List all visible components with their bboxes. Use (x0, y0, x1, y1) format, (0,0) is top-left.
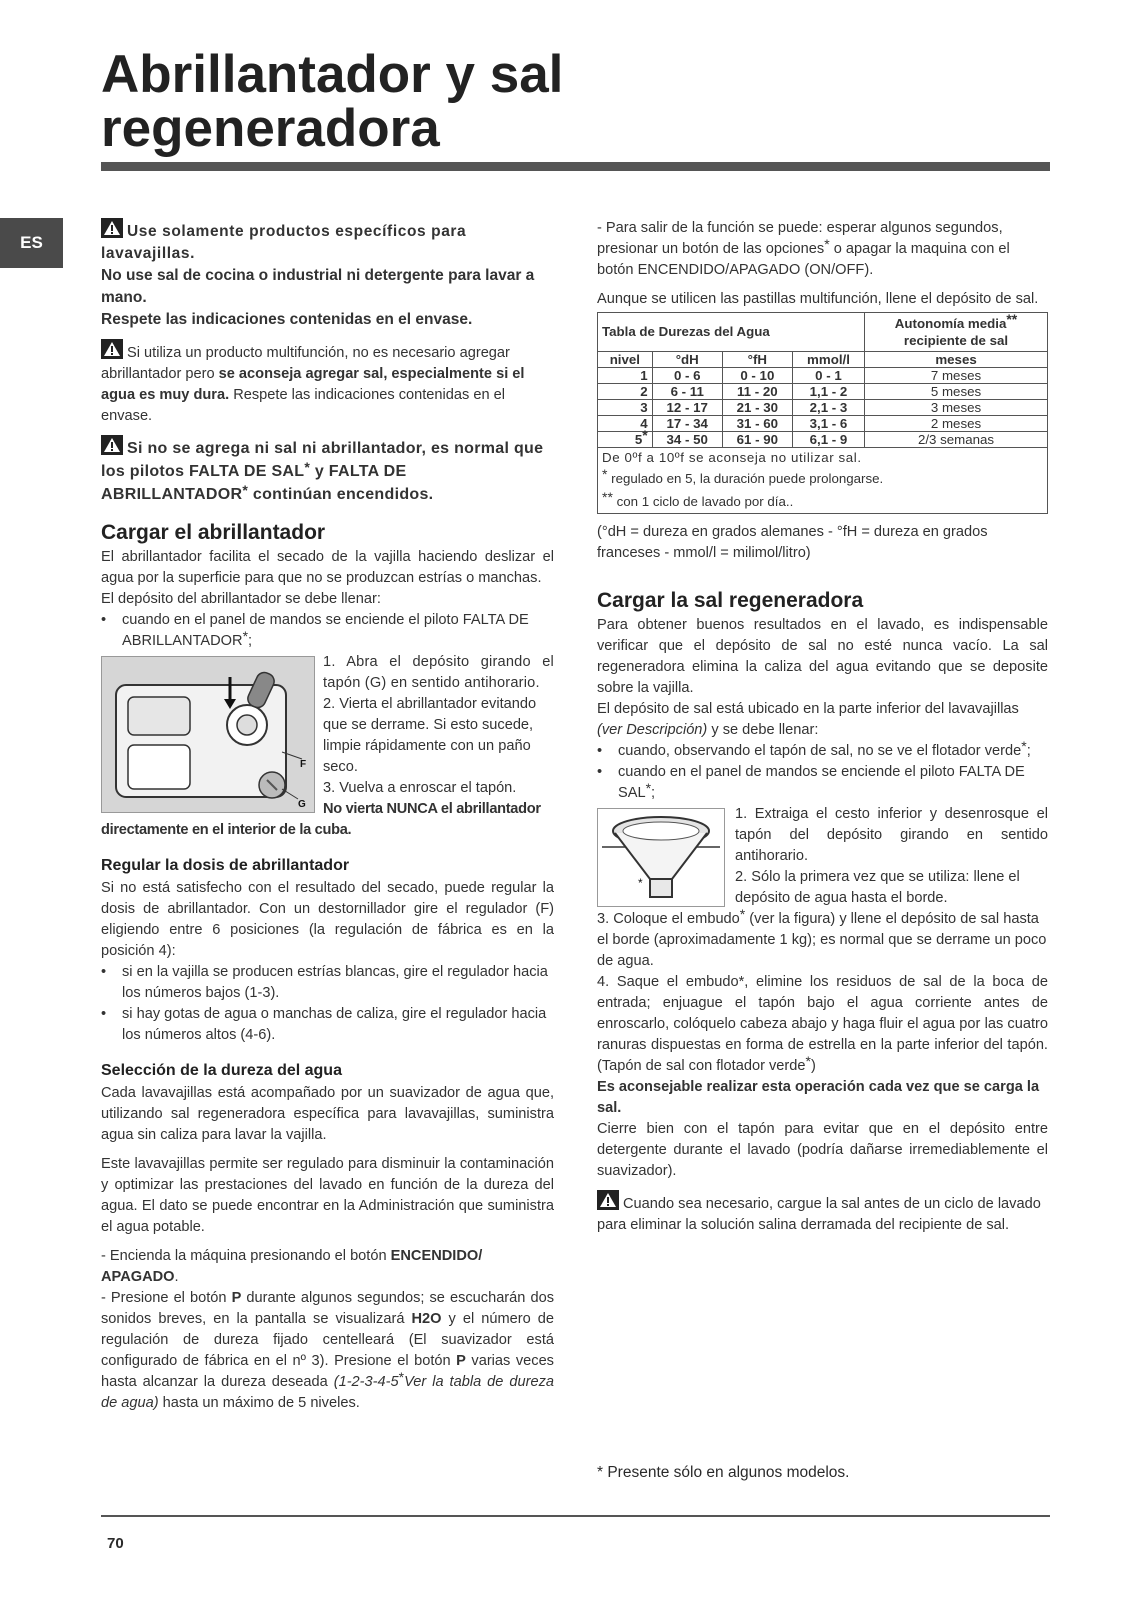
table-note-row: De 0ºf a 10ºf se aconseja no utilizar sal. (598, 448, 1048, 468)
step-2: 2. Vierta el abrillantador evitando que se derrame. Si esto sucede, limpie rápidamente con un paño seco. (323, 696, 537, 775)
step-2: 2. Sólo la primera vez que se utiliza: llene el depósito de agua hasta el borde. (735, 869, 1020, 906)
paragraph: Si no está satisfecho con el resultado del secado, puede regular la dosis de abrillantador. Con un destornillador gire el regulador (F) eligiendo entre 6 posiciones (la regulación de fábrica es en la posición 4): (101, 880, 554, 959)
section-heading-regular-dosis: Regular la dosis de abrillantador (101, 857, 350, 874)
footnote: * Presente sólo en algunos modelos. (597, 1464, 850, 1481)
footer-rule (101, 1515, 1050, 1517)
step-1: 1. Abra el depósito girando el tapón (G) en sentido antihorario. (323, 654, 554, 691)
warning-icon (101, 339, 123, 359)
column-header: meses (865, 352, 1048, 368)
table-header-row (598, 313, 1048, 352)
page-number: 70 (107, 1535, 124, 1552)
table-column-header-row (598, 352, 1048, 368)
indicator-note: Si no se agrega ni sal ni abrillantador, es normal que los pilotos FALTA DE SAL* y FALTA DE ABRILLANTADOR* continúan encendidos. (101, 435, 554, 506)
paragraph: - Encienda la máquina presionando el botón ENCENDIDO/ APAGADO. (101, 1248, 483, 1285)
salt-steps (597, 804, 1048, 972)
step-1: 1. Extraiga el cesto inferior y desenrosque el tapón del depósito girando en sentido antihorario. (735, 806, 1048, 864)
paragraph: El depósito del abrillantador se debe llenar: (101, 591, 381, 607)
paragraph: - Presione el botón P durante algunos segundos; se escucharán dos sonidos breves, en la pantalla se visualizará H2O y el número de regulación de dureza fijado centelleará (El suavizador está configurado de fábrica en el nº 3). Presione el botón P varias veces hasta alcanzar la dureza deseada (1-2-3-4-5*Ver la tabla de dureza de agua) hasta un máximo de 5 niveles. (101, 1290, 555, 1411)
warning-icon (597, 1190, 619, 1210)
warning-block-1 (101, 218, 554, 331)
figure-asterisk: * (638, 876, 643, 890)
title-rule (101, 162, 1050, 171)
list-item: • cuando, observando el tapón de sal, no se ve el flotador verde*; (597, 738, 1031, 759)
paragraph: Aunque se utilicen las pastillas multifunción, llene el depósito de sal. (597, 291, 1039, 307)
salt-funnel-illustration (597, 808, 725, 907)
table-note-row: * regulado en 5, la duración puede prolongarse. (598, 467, 1048, 490)
step-4: 4. Saque el embudo*, elimine los residuos de sal de la boca de entrada; enjuague el tapón bajo el agua corriente antes de enroscarlo, colóquelo cabeza abajo y haga fluir el agua por las cuatro ranuras dispuestas en forma de estrella en la parte inferior del tapón. (Tapón de sal con flotador verde*) (597, 974, 1048, 1074)
paragraph: Para obtener buenos resultados en el lavado, es indispensable verificar que el depósito de sal no esté nunca vacío. La sal regeneradora elimina la caliza del agua evitando que se deposite sobre la vajilla. (597, 617, 1048, 696)
list-item: • si hay gotas de agua o manchas de caliza, gire el regulador hacia los números altos (4-6). (101, 1006, 547, 1043)
paragraph: Cierre bien con el tapón para evitar que en el depósito entre detergente durante el lavado (podría dañarse irremediablemente el suavizador). (597, 1121, 1048, 1179)
figure-label-f: F (300, 759, 307, 770)
paragraph: (°dH = dureza en grados alemanes - °fH = dureza en grados franceses - mmol/l = milimol/litro) (597, 524, 988, 561)
table-title: Tabla de Durezas del Agua (598, 313, 865, 352)
warning-text-3: Respete las indicaciones contenidas en el envase. (101, 311, 473, 328)
warning-text-2: No use sal de cocina o industrial ni detergente para lavar a mano. (101, 267, 535, 306)
language-tab (0, 218, 63, 268)
step-advice: Es aconsejable realizar esta operación cada vez que se carga la sal. (597, 1079, 1040, 1116)
figure-label-g: G (298, 799, 306, 810)
rinse-aid-dispenser-illustration (101, 656, 315, 813)
title-line-2: regeneradora (101, 99, 440, 158)
autonomy-header: Autonomía media** recipiente de sal (865, 313, 1048, 352)
section-heading-dureza-agua: Selección de la dureza del agua (101, 1062, 342, 1079)
table-note-row: ** con 1 ciclo de lavado por día.. (598, 490, 1048, 514)
step-warning: No vierta NUNCA el abrillantador directamente en el interior de la cuba. (101, 801, 541, 838)
table-row: 2 6 - 11 11 - 20 1,1 - 2 5 meses (598, 384, 1048, 400)
page-title (101, 45, 564, 158)
multifunction-note: Si utiliza un producto multifunción, no es necesario agregar abrillantador pero se aconseja agregar sal, especialmente si el agua es muy dura. Respete las indicaciones contenidas en el envase. (101, 339, 554, 427)
left-column (101, 218, 554, 1414)
salt-warning: Cuando sea necesario, cargue la sal antes de un ciclo de lavado para eliminar la solución salina derramada del recipiente de sal. (597, 1190, 1048, 1236)
language-label: ES (20, 233, 43, 252)
warning-icon (101, 218, 123, 238)
warning-icon (101, 435, 123, 455)
table-row: 4 17 - 34 31 - 60 3,1 - 6 2 meses (598, 416, 1048, 432)
warning-text-1: Use solamente productos específicos para lavavajillas. (101, 223, 467, 262)
paragraph: El depósito de sal está ubicado en la parte inferior del lavavajillas (ver Descripción) y se debe llenar: (597, 701, 1019, 738)
water-hardness-table (597, 312, 1048, 514)
paragraph: El abrillantador facilita el secado de la vajilla haciendo deslizar el agua por la superficie para que no se produzcan estrías o manchas. (101, 549, 554, 586)
section-heading-cargar-abrillantador: Cargar el abrillantador (101, 521, 326, 544)
paragraph: Este lavavajillas permite ser regulado para disminuir la contaminación y optimizar las prestaciones del lavado en función de la dureza del agua. El dato se puede encontrar en la Administración que suministra el agua potable. (101, 1156, 554, 1235)
table-row: 1 0 - 6 0 - 10 0 - 1 7 meses (598, 368, 1048, 384)
paragraph: Cada lavavajillas está acompañado por un suavizador de agua que, utilizando sal regeneradora específica para lavavajillas, suministra agua sin caliza para lavar la vajilla. (101, 1085, 554, 1143)
list-item: • cuando en el panel de mandos se enciende el piloto FALTA DE SAL*; (597, 764, 1025, 801)
rinse-aid-steps (101, 652, 554, 841)
column-header: °dH (652, 352, 722, 368)
step-3: 3. Vuelva a enroscar el tapón. (323, 780, 517, 796)
right-column (597, 218, 1048, 1236)
column-header: °fH (722, 352, 792, 368)
table-row: 3 12 - 17 21 - 30 2,1 - 3 3 meses (598, 400, 1048, 416)
list-item: • si en la vajilla se producen estrías blancas, gire el regulador hacia los números bajos (1-3). (101, 964, 548, 1001)
paragraph: - Para salir de la función se puede: esperar algunos segundos, presionar un botón de las opciones* o apagar la maquina con el botón ENCENDIDO/APAGADO (ON/OFF). (597, 220, 1010, 278)
table-row: 5* 34 - 50 61 - 90 6,1 - 9 2/3 semanas (598, 432, 1048, 448)
title-line-1: Abrillantador y sal (101, 45, 564, 104)
list-item: • cuando en el panel de mandos se enciende el piloto FALTA DE ABRILLANTADOR*; (101, 612, 529, 649)
section-heading-cargar-sal: Cargar la sal regeneradora (597, 589, 864, 612)
column-header: nivel (598, 352, 653, 368)
step-3: 3. Coloque el embudo* (ver la figura) y llene el depósito de sal hasta el borde (aproximadamente 1 kg); es normal que se derrame un poco de agua. (597, 906, 1047, 969)
column-header: mmol/l (792, 352, 864, 368)
